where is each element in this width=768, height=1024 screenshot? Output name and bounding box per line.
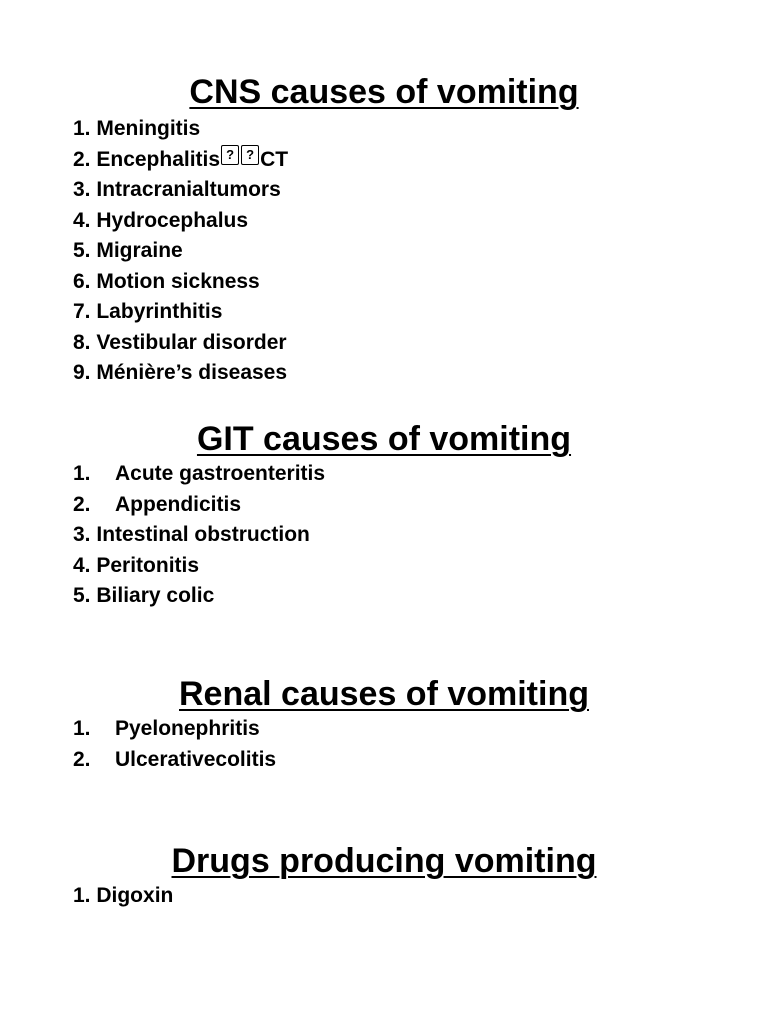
- list-item: 8. Vestibular disorder: [73, 330, 287, 354]
- section-heading: Drugs producing vomiting: [171, 842, 597, 880]
- list-item: 2. Appendicitis: [73, 492, 242, 516]
- list-item: 2. Ulcerativecolitis: [73, 747, 277, 771]
- list-item: 5. Migraine: [73, 239, 183, 262]
- drugs-list: [73, 881, 768, 912]
- list-item: 1. Pyelonephritis: [73, 717, 260, 740]
- list-item: 5. Biliary colic: [73, 584, 215, 607]
- section-heading: GIT causes of vomiting: [196, 420, 572, 458]
- list-item: 3. Intestinal obstruction: [73, 523, 310, 546]
- renal-list: [73, 714, 768, 775]
- list-item: 6. Motion sickness: [73, 269, 260, 293]
- cns-list: [73, 114, 768, 389]
- list-item: 3. Intracranialtumors: [73, 178, 281, 201]
- list-item: 1. Digoxin: [73, 884, 174, 907]
- list-item: 1. Acute gastroenteritis: [73, 462, 326, 485]
- list-item: 1. Meningitis: [73, 117, 201, 140]
- section-renal: [0, 674, 768, 775]
- section-cns: [0, 72, 768, 389]
- section-heading: Renal causes of vomiting: [179, 675, 589, 713]
- list-item: 2. Encephalitis ? ? CT: [73, 146, 289, 171]
- missing-glyph-icon: ?: [221, 145, 239, 165]
- section-drugs: [0, 841, 768, 912]
- list-item: 9. Ménière’s diseases: [73, 361, 288, 384]
- section-heading: CNS causes of vomiting: [189, 73, 579, 111]
- list-item: 7. Labyrinthitis: [73, 300, 223, 323]
- missing-glyph-icon: ?: [241, 145, 259, 165]
- section-git: [0, 419, 768, 612]
- list-item: 4. Hydrocephalus: [73, 208, 249, 232]
- list-item: 4. Peritonitis: [73, 553, 200, 577]
- git-list: [73, 459, 768, 612]
